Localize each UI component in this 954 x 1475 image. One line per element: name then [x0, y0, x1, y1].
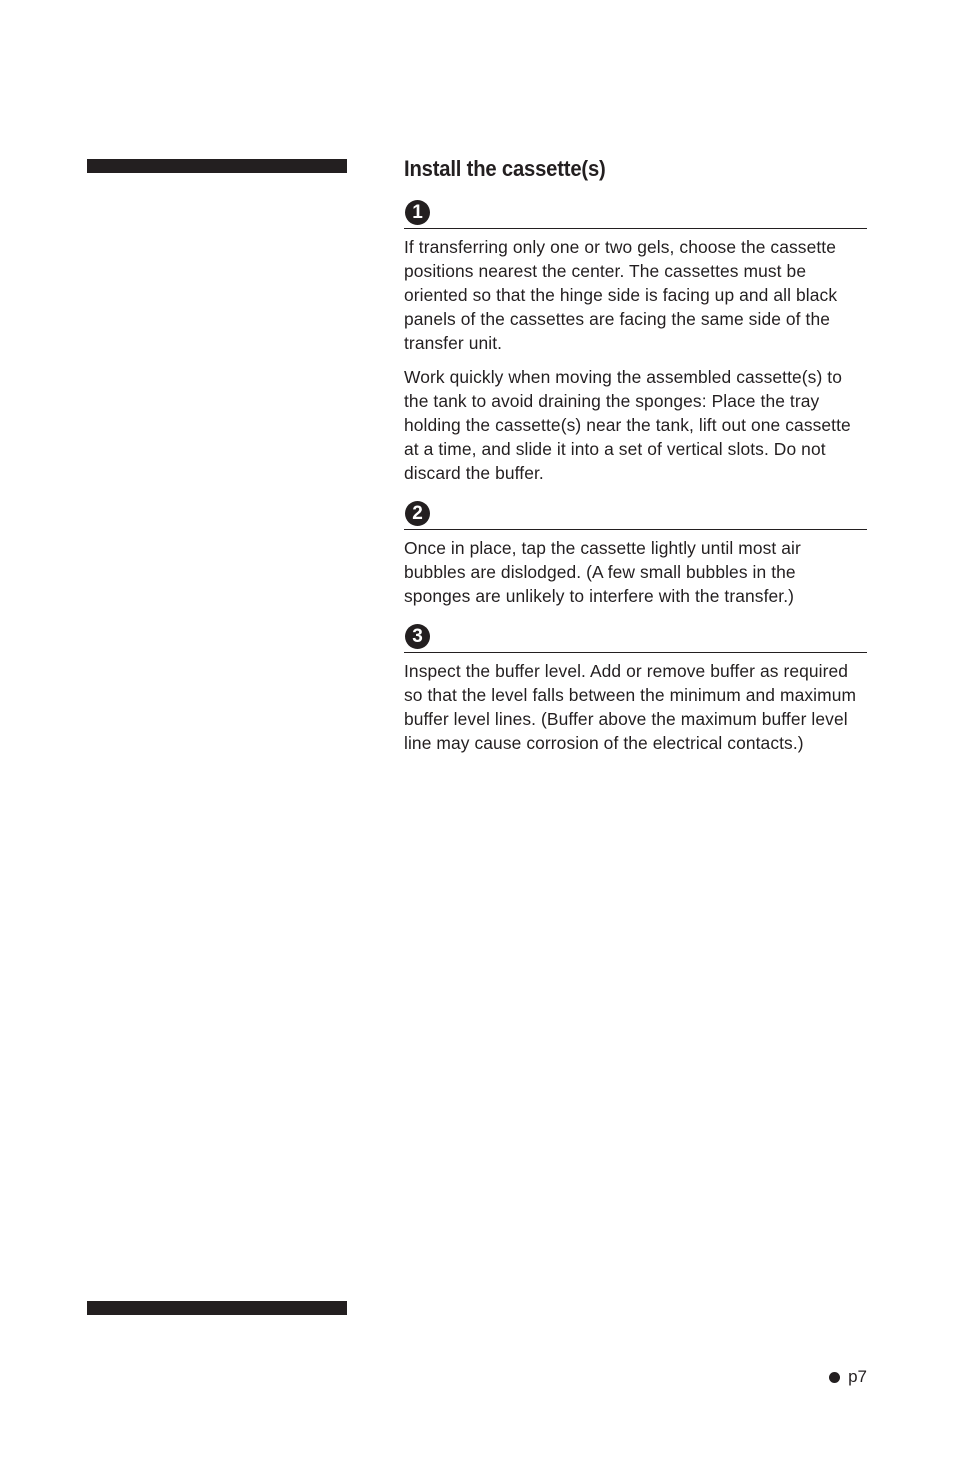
- step-number-1-icon: 1: [405, 200, 430, 225]
- step-2-header: [404, 499, 867, 530]
- section-heading: Install the cassette(s): [404, 156, 606, 181]
- step-1-body: [404, 235, 867, 485]
- step-3-body: [404, 659, 867, 755]
- step-2-body: [404, 536, 867, 608]
- page-footer: [829, 1366, 867, 1388]
- step-3-header: [404, 622, 867, 653]
- step-2-paragraph-1: Once in place, tap the cassette lightly until most air bubbles are dislodged. (A few small bubbles in the sponges are unlikely to interfere with the transfer.): [404, 538, 801, 606]
- bullet-dot-icon: [829, 1372, 840, 1383]
- page-number: p7: [848, 1367, 867, 1386]
- step-1-paragraph-2: Work quickly when moving the assembled cassette(s) to the tank to avoid draining the sponges: Place the tray holding the cassette(s) near the tank, lift out one cassette at a time, and slide it into a set of vertical slots. Do not discard the buffer.: [404, 367, 851, 483]
- margin-bar-bottom: [87, 1301, 347, 1315]
- main-content: [404, 152, 867, 755]
- step-number-3-icon: 3: [405, 624, 430, 649]
- step-number-2-icon: 2: [405, 501, 430, 526]
- margin-bar-top: [87, 159, 347, 173]
- step-3-paragraph-1: Inspect the buffer level. Add or remove buffer as required so that the level falls between the minimum and maximum buffer level lines. (Buffer above the maximum buffer level line may cause corrosion of the electrical contacts.): [404, 661, 857, 753]
- step-1-paragraph-1: If transferring only one or two gels, choose the cassette positions nearest the center. The cassettes must be oriented so that the hinge side is facing up and all black panels of the cassettes are facing the same side of the transfer unit.: [404, 237, 838, 353]
- step-1-header: [404, 198, 867, 229]
